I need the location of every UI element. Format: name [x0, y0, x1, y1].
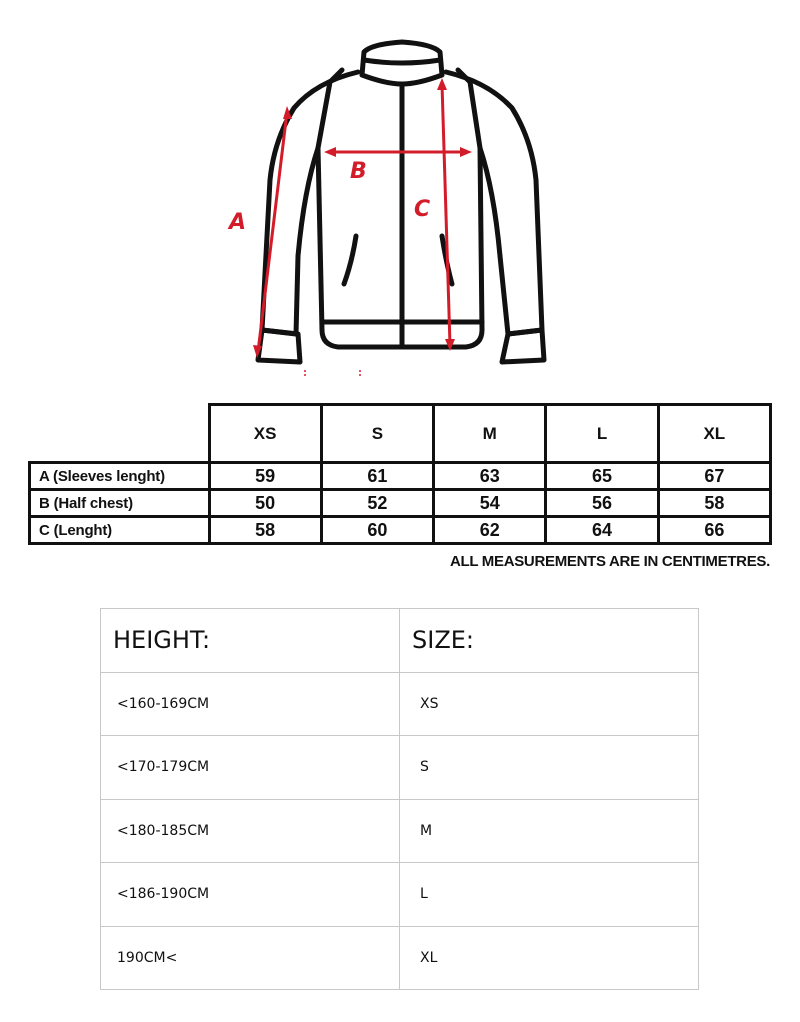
row-label-b: B (Half chest) [30, 490, 210, 517]
measure-row-a [30, 463, 771, 490]
arrow-b-head-right [460, 147, 472, 157]
height-table-header-row [101, 609, 699, 673]
height-row [101, 799, 699, 863]
cell-value: 56 [546, 490, 658, 517]
cell-value: 58 [658, 490, 770, 517]
arrow-c-head-top [437, 78, 447, 90]
height-size-table [100, 608, 699, 990]
cell-value: 54 [434, 490, 546, 517]
size-header-l: L [546, 405, 658, 463]
units-note: ALL MEASUREMENTS ARE IN CENTIMETRES. [449, 553, 770, 570]
measure-row-b [30, 490, 771, 517]
cell-value: 64 [546, 517, 658, 544]
height-value: <170-179CM [101, 736, 400, 800]
label-b: B [350, 159, 367, 184]
size-header-m: M [434, 405, 546, 463]
right-sleeve-outline [446, 72, 542, 334]
left-pocket [344, 236, 356, 284]
height-row [101, 926, 699, 990]
size-value: XL [400, 926, 699, 990]
size-value: S [400, 736, 699, 800]
cell-value: 65 [546, 463, 658, 490]
cell-value: 52 [321, 490, 433, 517]
height-row [101, 736, 699, 800]
height-row [101, 672, 699, 736]
row-label-c: C (Lenght) [30, 517, 210, 544]
jacket-measurement-diagram [0, 0, 800, 400]
size-value: L [400, 863, 699, 927]
measurement-table [28, 403, 772, 545]
cell-value: 60 [321, 517, 433, 544]
label-a: A [229, 210, 247, 235]
row-label-a: A (Sleeves lenght) [30, 463, 210, 490]
cell-value: 58 [209, 517, 321, 544]
size-header: SIZE: [400, 609, 699, 673]
size-header-s: S [321, 405, 433, 463]
height-value: <180-185CM [101, 799, 400, 863]
left-cuff [258, 330, 300, 362]
arrow-a-line [258, 112, 287, 352]
cell-value: 67 [658, 463, 770, 490]
size-value: M [400, 799, 699, 863]
cell-value: 62 [434, 517, 546, 544]
label-c: C [414, 197, 431, 222]
size-header-xl: XL [658, 405, 770, 463]
size-header-xs: XS [209, 405, 321, 463]
empty-corner-cell [30, 405, 210, 463]
height-value: <160-169CM [101, 672, 400, 736]
size-header-row [30, 405, 771, 463]
right-cuff [502, 330, 544, 362]
cell-value: 50 [209, 490, 321, 517]
cell-value: 61 [321, 463, 433, 490]
arrow-c-line [442, 84, 450, 345]
size-value: XS [400, 672, 699, 736]
height-value: 190CM< [101, 926, 400, 990]
height-value: <186-190CM [101, 863, 400, 927]
arrow-b-head-left [324, 147, 336, 157]
measure-row-c [30, 517, 771, 544]
cell-value: 66 [658, 517, 770, 544]
height-row [101, 863, 699, 927]
cell-value: 59 [209, 463, 321, 490]
height-header: HEIGHT: [101, 609, 400, 673]
cell-value: 63 [434, 463, 546, 490]
